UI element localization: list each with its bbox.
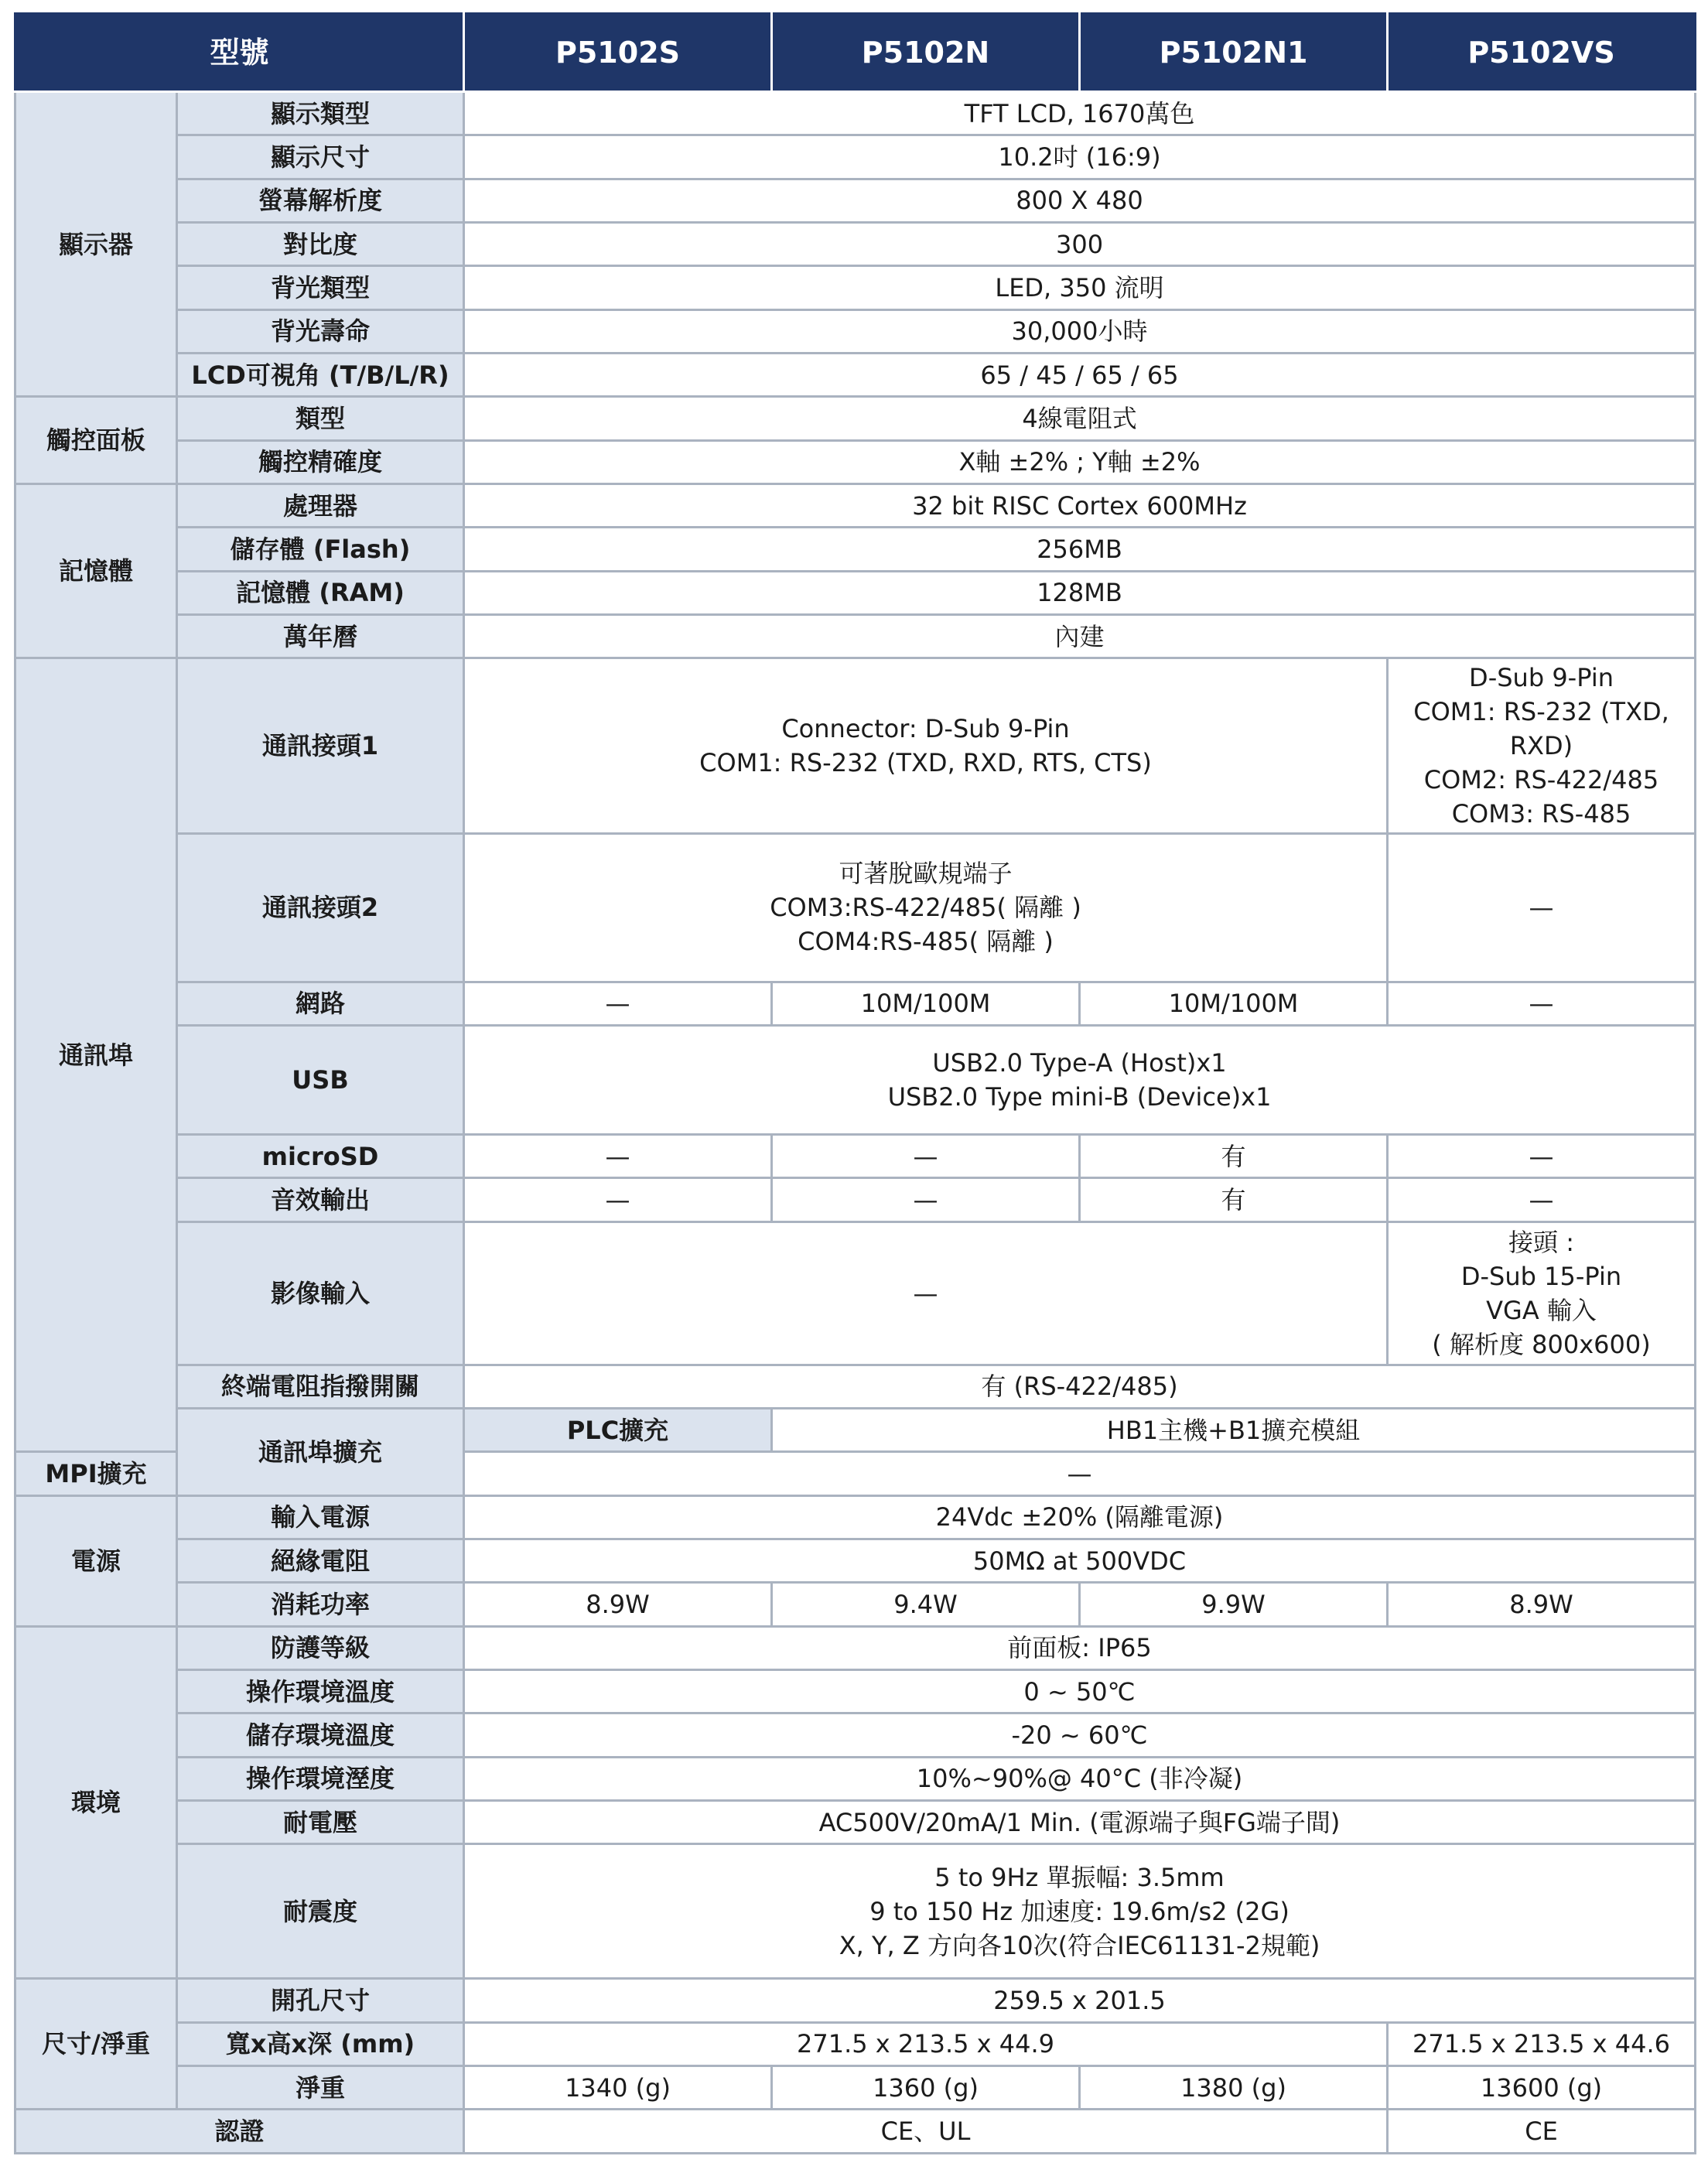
row-value-vs: CE — [1388, 2110, 1696, 2154]
row-label: 音效輸出 — [177, 1178, 464, 1221]
table-row — [15, 1713, 1696, 1757]
row-value: 內建 — [464, 614, 1696, 658]
cell-p5102n1: 10M/100M — [1080, 982, 1388, 1025]
cell-p5102n: 9.4W — [772, 1583, 1080, 1626]
row-label: 開孔尺寸 — [177, 1979, 464, 2022]
row-value: 4線電阻式 — [464, 397, 1696, 440]
row-label: 顯示類型 — [177, 92, 464, 135]
row-value: 32 bit RISC Cortex 600MHz — [464, 483, 1696, 527]
table-row — [15, 1221, 1696, 1365]
table-row — [15, 1669, 1696, 1713]
row-label: 背光壽命 — [177, 309, 464, 353]
row-value: TFT LCD, 1670萬色 — [464, 92, 1696, 135]
row-label: 耐電壓 — [177, 1800, 464, 1843]
row-label: 防護等級 — [177, 1626, 464, 1669]
table-row — [15, 266, 1696, 309]
row-label: 操作環境溫度 — [177, 1669, 464, 1713]
group-power: 電源 — [15, 1495, 177, 1626]
row-label: MPI擴充 — [15, 1452, 177, 1495]
cell-p5102vs: — — [1388, 982, 1696, 1025]
cell-p5102vs: 8.9W — [1388, 1583, 1696, 1626]
cell-p5102n: 10M/100M — [772, 982, 1080, 1025]
row-value: 前面板: IP65 — [464, 1626, 1696, 1669]
cell-p5102n: — — [772, 1178, 1080, 1221]
table-row — [15, 2110, 1696, 2154]
table-row — [15, 982, 1696, 1025]
row-value: 300 — [464, 222, 1696, 265]
model-header-label: 型號 — [15, 14, 464, 92]
row-value-vs: D-Sub 9-Pin COM1: RS-232 (TXD, RXD) COM2: RS-422/485 COM3: RS-485 — [1388, 658, 1696, 833]
group-expansion: 通訊埠擴充 — [177, 1409, 464, 1496]
cell-p5102s: 1340 (g) — [464, 2065, 772, 2109]
cell-p5102s: — — [464, 1134, 772, 1177]
group-memory: 記憶體 — [15, 483, 177, 658]
table-row — [15, 92, 1696, 135]
row-label: 消耗功率 — [177, 1583, 464, 1626]
table-row — [15, 1026, 1696, 1135]
table-row — [15, 309, 1696, 353]
row-label: LCD可視角 (T/B/L/R) — [177, 353, 464, 396]
row-label: 操作環境溼度 — [177, 1757, 464, 1800]
group-dimensions: 尺寸/淨重 — [15, 1979, 177, 2110]
row-label: 顯示尺寸 — [177, 135, 464, 179]
header-row — [15, 14, 1696, 92]
group-comm: 通訊埠 — [15, 658, 177, 1452]
table-row — [15, 1844, 1696, 1979]
row-label: PLC擴充 — [464, 1409, 772, 1452]
table-row — [15, 528, 1696, 571]
table-row — [15, 1583, 1696, 1626]
cell-p5102vs: — — [1388, 1178, 1696, 1221]
row-value: X軸 ±2% ; Y軸 ±2% — [464, 440, 1696, 483]
model-header-p5102n1: P5102N1 — [1080, 14, 1388, 92]
table-row — [15, 571, 1696, 614]
table-row — [15, 1178, 1696, 1221]
row-label: 螢幕解析度 — [177, 179, 464, 222]
row-label: 輸入電源 — [177, 1495, 464, 1539]
model-header-p5102n: P5102N — [772, 14, 1080, 92]
row-value: 800 X 480 — [464, 179, 1696, 222]
row-value: 10.2吋 (16:9) — [464, 135, 1696, 179]
group-environment: 環境 — [15, 1626, 177, 1979]
row-value: 256MB — [464, 528, 1696, 571]
group-touch: 觸控面板 — [15, 397, 177, 484]
row-value: CE、UL — [464, 2110, 1388, 2154]
table-row — [15, 833, 1696, 982]
row-value: -20 ~ 60℃ — [464, 1713, 1696, 1757]
row-label: 記憶體 (RAM) — [177, 571, 464, 614]
group-display: 顯示器 — [15, 92, 177, 397]
table-row — [15, 1539, 1696, 1583]
model-header-p5102s: P5102S — [464, 14, 772, 92]
row-label: 認證 — [15, 2110, 464, 2154]
row-label: 通訊接頭1 — [177, 658, 464, 833]
row-label: 背光類型 — [177, 266, 464, 309]
table-row — [15, 440, 1696, 483]
row-label: 儲存體 (Flash) — [177, 528, 464, 571]
row-label: 處理器 — [177, 483, 464, 527]
row-value: AC500V/20mA/1 Min. (電源端子與FG端子間) — [464, 1800, 1696, 1843]
row-value: 0 ~ 50℃ — [464, 1669, 1696, 1713]
row-value: Connector: D-Sub 9-Pin COM1: RS-232 (TXD, RXD, RTS, CTS) — [464, 658, 1388, 833]
table-row — [15, 614, 1696, 658]
table-row — [15, 1757, 1696, 1800]
table-row — [15, 397, 1696, 440]
table-row — [15, 1409, 1696, 1452]
row-value-vs: — — [1388, 833, 1696, 982]
table-row — [15, 1626, 1696, 1669]
spec-table — [14, 12, 1696, 2154]
table-row — [15, 1365, 1696, 1408]
table-row — [15, 1134, 1696, 1177]
row-value: 271.5 x 213.5 x 44.9 — [464, 2022, 1388, 2065]
table-row — [15, 135, 1696, 179]
row-value: 24Vdc ±20% (隔離電源) — [464, 1495, 1696, 1539]
row-label: 淨重 — [177, 2065, 464, 2109]
cell-p5102vs: — — [1388, 1134, 1696, 1177]
row-label: 類型 — [177, 397, 464, 440]
row-value-vs: 271.5 x 213.5 x 44.6 — [1388, 2022, 1696, 2065]
cell-p5102vs: 13600 (g) — [1388, 2065, 1696, 2109]
cell-p5102n: 1360 (g) — [772, 2065, 1080, 2109]
table-row — [15, 179, 1696, 222]
cell-p5102n1: 有 — [1080, 1178, 1388, 1221]
row-label: 儲存環境溫度 — [177, 1713, 464, 1757]
row-label: 網路 — [177, 982, 464, 1025]
row-value: LED, 350 流明 — [464, 266, 1696, 309]
table-row — [15, 1800, 1696, 1843]
row-value: 可著脫歐規端子 COM3:RS-422/485( 隔離 ) COM4:RS-485( 隔離 ) — [464, 833, 1388, 982]
table-row — [15, 658, 1696, 833]
row-value: — — [464, 1221, 1388, 1365]
row-label: 寬x高x深 (mm) — [177, 2022, 464, 2065]
table-row — [15, 483, 1696, 527]
model-header-p5102vs: P5102VS — [1388, 14, 1696, 92]
row-value: 10%~90%@ 40°C (非冷凝) — [464, 1757, 1696, 1800]
row-label: 觸控精確度 — [177, 440, 464, 483]
row-value: 128MB — [464, 571, 1696, 614]
row-value: — — [464, 1452, 1696, 1495]
cell-p5102n: — — [772, 1134, 1080, 1177]
row-label: 終端電阻指撥開關 — [177, 1365, 464, 1408]
row-label: 影像輸入 — [177, 1221, 464, 1365]
table-row — [15, 353, 1696, 396]
row-value: 50MΩ at 500VDC — [464, 1539, 1696, 1583]
row-value-vs: 接頭 : D-Sub 15-Pin VGA 輸入 ( 解析度 800x600) — [1388, 1221, 1696, 1365]
row-value: 5 to 9Hz 單振幅: 3.5mm 9 to 150 Hz 加速度: 19.6m/s2 (2G) X, Y, Z 方向各10次(符合IEC61131-2規範) — [464, 1844, 1696, 1979]
row-label: 耐震度 — [177, 1844, 464, 1979]
row-value: 有 (RS-422/485) — [464, 1365, 1696, 1408]
table-row — [15, 2022, 1696, 2065]
row-label: 對比度 — [177, 222, 464, 265]
cell-p5102n1: 9.9W — [1080, 1583, 1388, 1626]
table-row — [15, 1495, 1696, 1539]
row-value: 30,000小時 — [464, 309, 1696, 353]
row-value: 259.5 x 201.5 — [464, 1979, 1696, 2022]
table-row — [15, 1979, 1696, 2022]
row-label: 通訊接頭2 — [177, 833, 464, 982]
cell-p5102s: 8.9W — [464, 1583, 772, 1626]
cell-p5102s: — — [464, 1178, 772, 1221]
cell-p5102n1: 1380 (g) — [1080, 2065, 1388, 2109]
row-label: USB — [177, 1026, 464, 1135]
row-value: HB1主機+B1擴充模組 — [772, 1409, 1696, 1452]
row-label: 絕緣電阻 — [177, 1539, 464, 1583]
table-row — [15, 222, 1696, 265]
table-row — [15, 2065, 1696, 2109]
row-value: USB2.0 Type-A (Host)x1 USB2.0 Type mini-B (Device)x1 — [464, 1026, 1696, 1135]
row-value: 65 / 45 / 65 / 65 — [464, 353, 1696, 396]
cell-p5102s: — — [464, 982, 772, 1025]
cell-p5102n1: 有 — [1080, 1134, 1388, 1177]
row-label: 萬年曆 — [177, 614, 464, 658]
row-label: microSD — [177, 1134, 464, 1177]
